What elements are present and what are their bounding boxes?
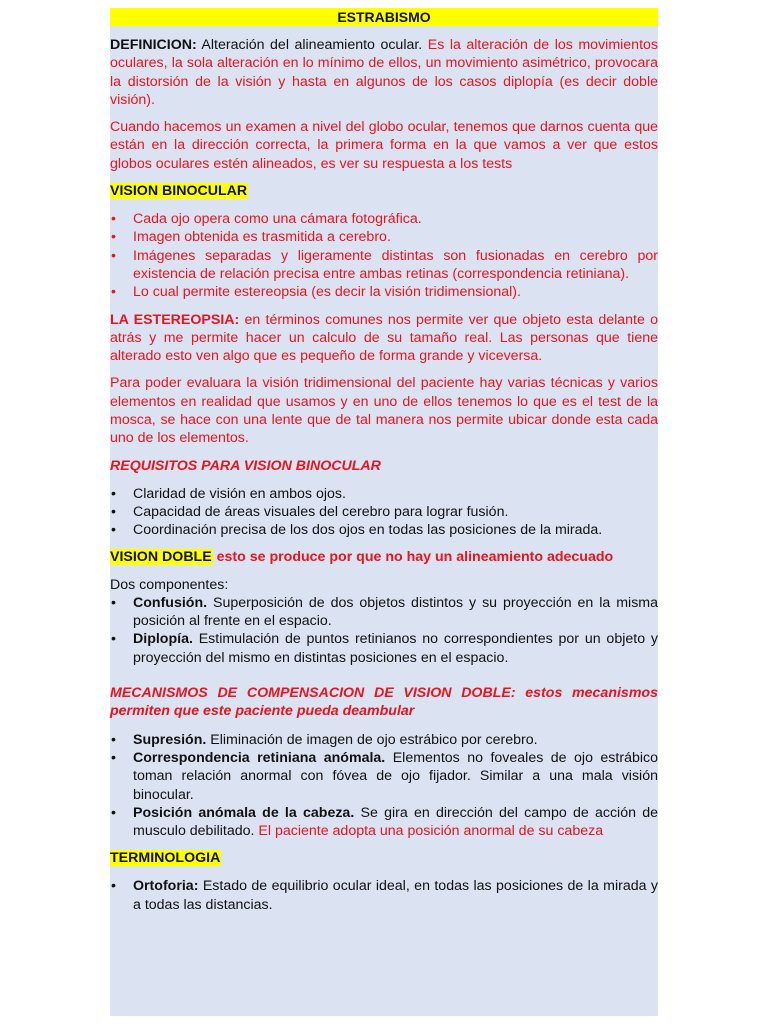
list-item-term: Confusión. — [133, 594, 208, 611]
list-item-term: Supresión. — [133, 731, 207, 748]
list-item-text: Imagen obtenida es trasmitida a cerebro. — [133, 229, 391, 246]
list-item-text: Coordinación precisa de los dos ojos en todas las posiciones de la mirada. — [133, 522, 603, 539]
mecanismos-heading: MECANISMOS DE COMPENSACION DE VISION DOBLE: estos mecanismos permiten que este paciente pueda deambular — [110, 685, 658, 720]
bullet-icon: • — [111, 522, 116, 539]
document-page — [110, 8, 658, 1016]
definicion-label: DEFINICION: — [110, 37, 197, 53]
list-item-text: Elementos no foveales de ojo estrábico toman relación anormal con fóvea de ojo fijador. Similar a una mala visión binocular. — [133, 749, 658, 803]
terminologia-heading-line — [110, 849, 658, 868]
list-item — [110, 503, 658, 521]
list-item — [110, 210, 658, 228]
list-item-text: Imágenes separadas y ligeramente distintas son fusionadas en cerebro por existencia de relación precisa entre ambas retinas (correspondencia retiniana). — [133, 247, 658, 282]
list-item-text: Capacidad de áreas visuales del cerebro para lograr fusión. — [133, 503, 509, 520]
vision-doble-heading: VISION DOBLE — [110, 548, 212, 565]
list-item-text: Lo cual permite estereopsia (es decir la visión tridimensional). — [133, 284, 521, 301]
list-item — [110, 749, 658, 804]
list-item-text: Estimulación de puntos retinianos no correspondientes por un objeto y proyección del mismo en distintas posiciones en el espacio. — [133, 631, 658, 666]
list-item-text: Superposición de dos objetos distintos y su proyección en la misma posición al frente en el espacio. — [133, 594, 658, 630]
bullet-icon: • — [111, 731, 116, 748]
mecanismos-list — [110, 731, 658, 841]
terminologia-heading: TERMINOLOGIA — [110, 850, 221, 867]
list-item-term: Ortoforia: — [133, 878, 199, 895]
vision-doble-list — [110, 594, 658, 667]
bullet-icon: • — [111, 485, 116, 502]
requisitos-heading: REQUISITOS PARA VISION BINOCULAR — [110, 457, 381, 474]
bullet-icon: • — [111, 631, 116, 648]
list-item-text: Eliminación de imagen de ojo estrábico por cerebro. — [206, 731, 538, 748]
list-item-text: Claridad de visión en ambos ojos. — [133, 485, 346, 502]
list-item-term: Posición anómala de la cabeza. — [133, 804, 355, 821]
list-item — [110, 247, 658, 284]
examen-paragraph: Cuando hacemos un examen a nivel del globo ocular, tenemos que darnos cuenta que están en la dirección correcta, la primera forma en la que vamos a ver que estos globos oculares estén alineados, es ver su respuesta a los tests — [110, 119, 658, 172]
bullet-icon: • — [111, 284, 116, 301]
list-item — [110, 731, 658, 749]
document-title: ESTRABISMO — [110, 8, 658, 26]
definicion-paragraph — [110, 36, 658, 109]
list-item-red-text: El paciente adopta una posición anormal de su cabeza — [258, 823, 604, 840]
requisitos-list — [110, 485, 658, 540]
bullet-icon: • — [111, 211, 116, 228]
terminologia-list — [110, 877, 658, 914]
bullet-icon: • — [111, 503, 116, 520]
definicion-text: Alteración del alineamiento ocular. — [196, 37, 428, 53]
list-item-text: Se gira en dirección del campo de acción de musculo debilitado. — [133, 804, 658, 840]
vision-doble-intro: Dos componentes: — [110, 576, 229, 593]
bullet-icon: • — [111, 594, 116, 611]
evaluacion-paragraph: Para poder evaluara la visión tridimensional del paciente hay varias técnicas y varios elementos en realidad que usamos y en uno de ellos tenemos lo que es el test de la mosca, se hace con una lente que de tal manera nos permite ubicar donde esta cada uno de los elementos. — [110, 375, 658, 447]
list-item — [110, 630, 658, 667]
list-item — [110, 521, 658, 539]
vision-doble-heading-line — [110, 548, 658, 567]
bullet-icon: • — [111, 749, 116, 766]
list-item — [110, 877, 658, 914]
bullet-icon: • — [111, 247, 116, 264]
definicion-red-text: Es la alteración de los movimientos oculares, la sola alteración en lo mínimo de ellos, un movimiento asimétrico, provocara la distorsión de la visión y hasta en algunos de los casos diplopía (es decir doble visión). — [110, 37, 658, 108]
list-item — [110, 228, 658, 246]
estereopsia-text: en términos comunes nos permite ver que objeto esta delante o atrás y me permite hacer un calculo de su tamaño real. Las personas que tiene alterado esto ven algo que es pequeño de forma grande y viceversa. — [110, 311, 658, 365]
list-item — [110, 804, 658, 841]
vision-binocular-heading-line — [110, 182, 658, 201]
vision-binocular-heading: VISION BINOCULAR — [110, 183, 248, 200]
list-item — [110, 594, 658, 631]
list-item-term: Diplopía. — [133, 631, 193, 648]
list-item — [110, 283, 658, 301]
vision-doble-heading-rest: esto se produce por que no hay un alineamiento adecuado — [212, 548, 614, 565]
list-item-text: Cada ojo opera como una cámara fotográfica. — [133, 211, 422, 228]
list-item — [110, 485, 658, 503]
bullet-icon: • — [111, 229, 116, 246]
bullet-icon: • — [111, 804, 116, 821]
vision-binocular-list — [110, 210, 658, 301]
list-item-text: Estado de equilibrio ocular ideal, en todas las posiciones de la mirada y a todas las distancias. — [133, 878, 658, 913]
list-item-term: Correspondencia retiniana anómala. — [133, 749, 386, 766]
estereopsia-paragraph — [110, 311, 658, 366]
estereopsia-label: LA ESTEREOPSIA: — [110, 311, 240, 328]
bullet-icon: • — [111, 878, 116, 895]
